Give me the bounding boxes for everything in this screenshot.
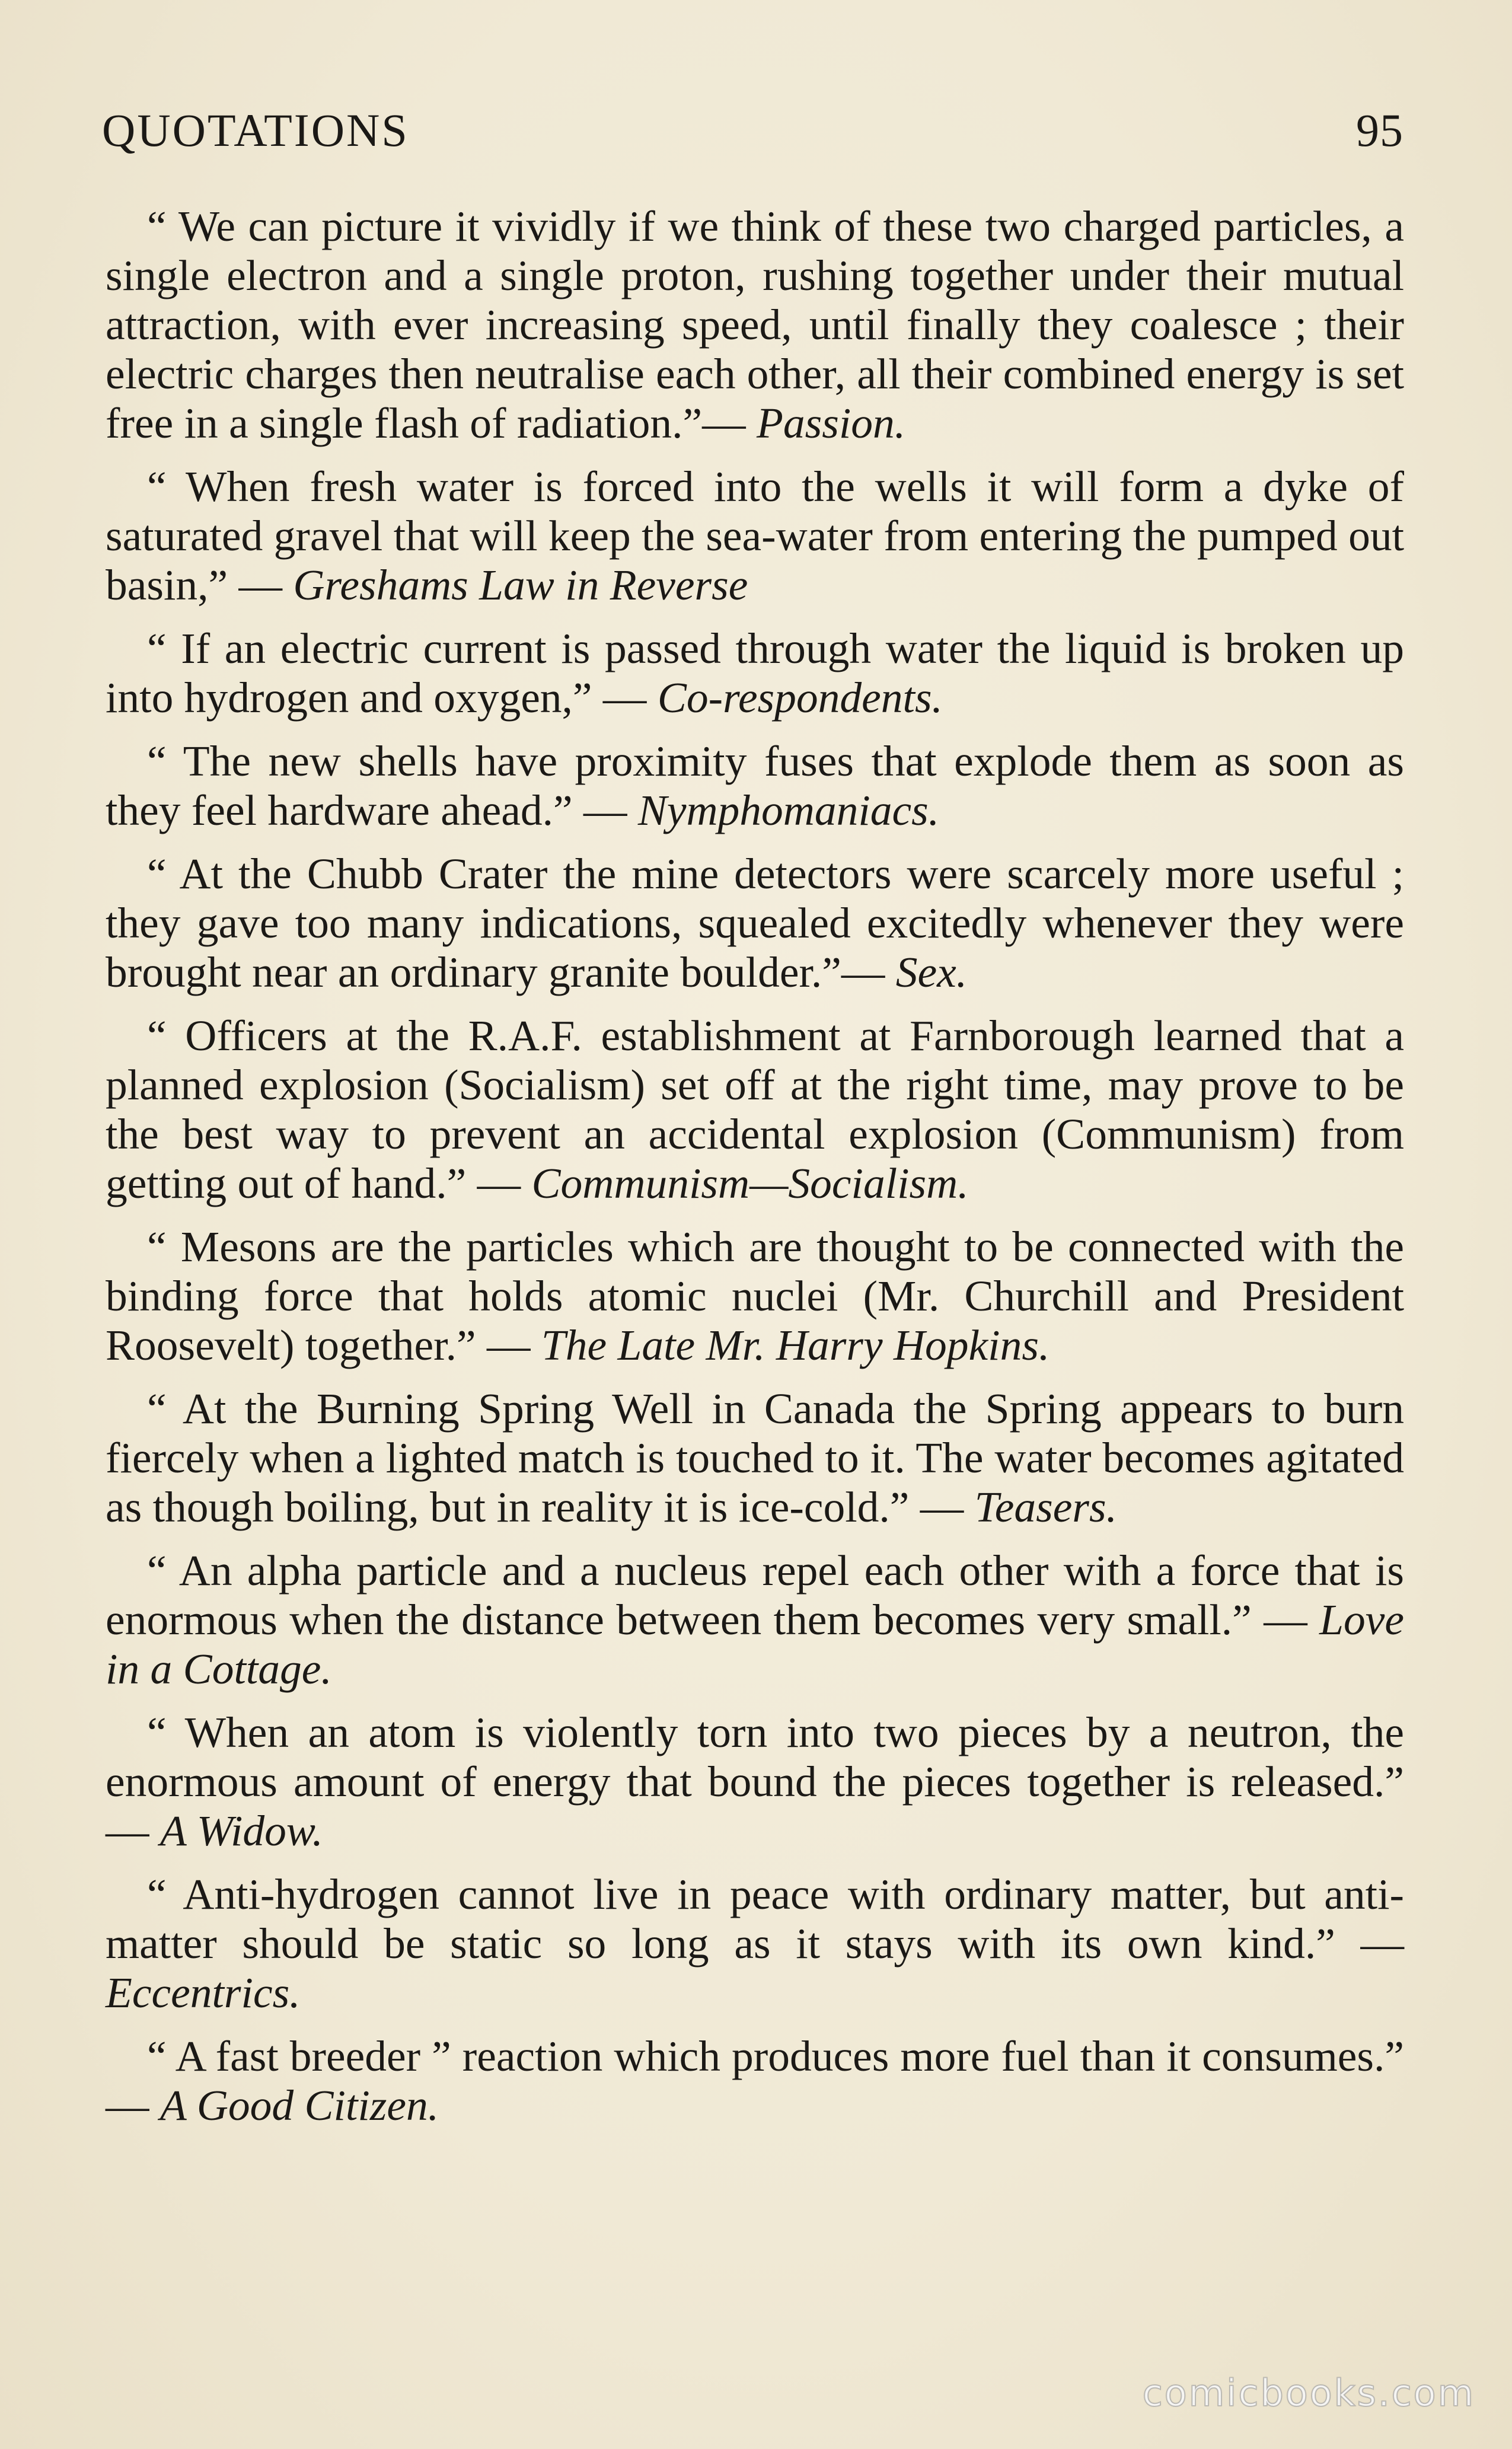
quotation-text: “ An alpha particle and a nucleus repel each other with a force that is enormous when the distance between them becomes very small.” — [106, 1546, 1404, 1644]
quotation-paragraph [106, 1222, 1404, 1370]
quotation-text: “ At the Burning Spring Well in Canada the Spring appears to burn fiercely when a lighted match is touched to it. The water becomes agitated as though boiling, but in reality it is ice-cold.” — [106, 1385, 1404, 1531]
quotation-paragraph [106, 2032, 1404, 2130]
quotation-source: Passion. [757, 399, 906, 447]
quotation-paragraph [106, 1384, 1404, 1532]
quotation-text: “ A fast breeder ” reaction which produces more fuel than it consumes.” — [106, 2032, 1404, 2129]
quotation-paragraph [106, 1011, 1404, 1208]
quotation-paragraph [106, 1870, 1404, 2017]
running-head [102, 104, 1403, 169]
quotation-source: Co-respondents. [657, 674, 943, 722]
quotation-source: Teasers. [974, 1483, 1117, 1531]
quotation-text: “ When an atom is violently torn into two pieces by a neutron, the enormous amount of energy that bound the pieces together is released.” — [106, 1708, 1404, 1855]
watermark-logo: comicbooks.com [1142, 2371, 1475, 2415]
quotation-source: Sex. [895, 948, 968, 996]
quotation-source: Nymphomaniacs. [637, 786, 940, 834]
quotation-paragraph [106, 849, 1404, 997]
quotation-source: A Widow. [160, 1807, 323, 1855]
quotation-source: Eccentrics. [106, 1969, 301, 2017]
quotation-text: “ Mesons are the particles which are thought to be connected with the binding force that holds atomic nuclei (Mr. Churchill and President Roosevelt) together.” — [106, 1223, 1404, 1369]
quotation-source: Communism—Socialism. [531, 1159, 969, 1207]
quotation-text: “ When fresh water is forced into the wells it will form a dyke of saturated gravel that will keep the sea-water from entering the pumped out basin,” — [106, 463, 1404, 609]
quotation-text: “ Anti-hydrogen cannot live in peace with ordinary matter, but anti-matter should be static so long as it stays with its own kind.” — [106, 1870, 1404, 1968]
quotation-text: “ At the Chubb Crater the mine detectors were scarcely more useful ; they gave too many indications, squealed excitedly whenever they were brought near an ordinary granite boulder.”— [106, 850, 1404, 996]
quotation-text: “ We can picture it vividly if we think of these two charged particles, a single electron and a single proton, rushing together under their mutual attraction, with ever increasing speed, until finally they coalesce ; their electric charges then neutralise each other, all their combined energy is set free in a single flash of radiation.”— [106, 202, 1404, 447]
quotation-paragraph [106, 202, 1404, 448]
quotation-paragraph [106, 1708, 1404, 1855]
quotation-paragraph [106, 462, 1404, 610]
quotation-paragraph [106, 736, 1404, 835]
quotation-source: Love in a Cottage. [106, 1596, 1404, 1693]
quotation-text: “ The new shells have proximity fuses that explode them as soon as they feel hardware ahead.” — [106, 737, 1404, 834]
quotation-source: A Good Citizen. [160, 2081, 439, 2129]
quotation-source: The Late Mr. Harry Hopkins. [541, 1321, 1050, 1369]
page-number: 95 [1356, 104, 1403, 156]
quotation-paragraph [106, 1546, 1404, 1694]
quotation-source: Greshams Law in Reverse [293, 561, 748, 609]
running-title: QUOTATIONS [102, 104, 409, 156]
quotation-text: “ Officers at the R.A.F. establishment at Farnborough learned that a planned explosion (Socialism) set off at the right time, may prove to be the best way to prevent an accidental explosion (Communism) from getting out of hand.” — [106, 1012, 1404, 1207]
quotation-list [106, 202, 1404, 2144]
quotation-paragraph [106, 624, 1404, 722]
quotation-text: “ If an electric current is passed through water the liquid is broken up into hydrogen and oxygen,” — [106, 624, 1404, 722]
